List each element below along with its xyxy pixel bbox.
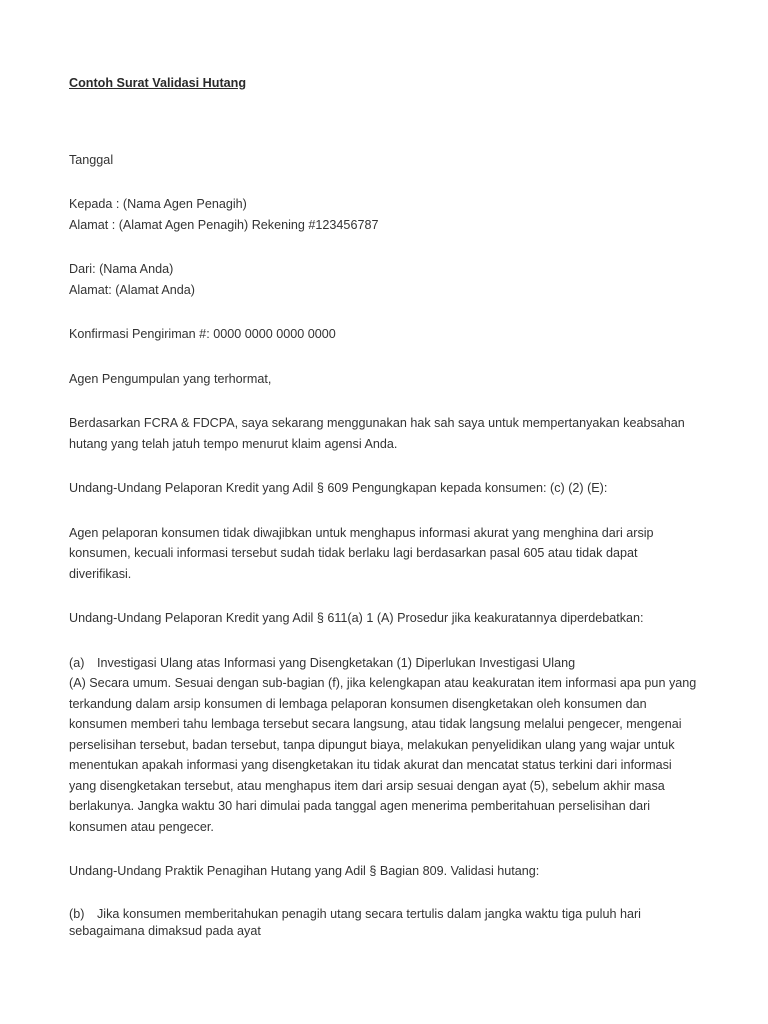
section-b-label: (b) — [69, 906, 85, 921]
sender-from: Dari: (Nama Anda) — [69, 262, 174, 276]
paragraph-line: perselisihan tersebut, badan tersebut, tanpa dipungut biaya, melakukan penyelidikan ulang yang wajar untuk — [69, 737, 675, 752]
law-611-heading: Undang-Undang Pelaporan Kredit yang Adil § 611(a) 1 (A) Prosedur jika keakuratannya diperdebatkan: — [69, 611, 644, 625]
paragraph-line: berlakunya. Jangka waktu 30 hari dimulai pada tanggal agen menerima pemberitahuan perselisihan dari — [69, 799, 651, 813]
law-609-heading: Undang-Undang Pelaporan Kredit yang Adil § 609 Pengungkapan kepada konsumen: (c) (2) (E): — [69, 481, 608, 495]
paragraph-line: hutang yang telah jatuh tempo menurut klaim agensi Anda. — [69, 436, 398, 451]
sender-block — [69, 259, 709, 300]
confirmation-number: Konfirmasi Pengiriman #: 0000 0000 0000 0000 — [69, 327, 336, 341]
section-a — [69, 653, 709, 838]
paragraph-line: Agen pelaporan konsumen tidak diwajibkan untuk menghapus informasi akurat yang menghina dari arsip — [69, 525, 654, 540]
section-a-heading — [69, 653, 709, 674]
paragraph-line: konsumen atau pengecer. — [69, 819, 214, 834]
date-label: Tanggal — [69, 152, 114, 167]
section-b — [69, 906, 709, 940]
section-a-heading-text: Investigasi Ulang atas Informasi yang Disengketakan (1) Diperlukan Investigasi Ulang — [97, 655, 576, 670]
paragraph-line: Berdasarkan FCRA & FDCPA, saya sekarang menggunakan hak sah saya untuk mempertanyakan keabsahan — [69, 416, 685, 430]
section-a-label: (a) — [69, 655, 85, 670]
paragraph-line: menentukan apakah informasi yang disengketakan itu tidak akurat dan mencatat status terkini dari informasi — [69, 758, 672, 772]
paragraph-line: (A) Secara umum. Sesuai dengan sub-bagian (f), jika kelengkapan atau keakuratan item informasi apa pun yang — [69, 676, 697, 690]
letter-document — [69, 73, 709, 940]
paragraph-line: diverifikasi. — [69, 566, 132, 581]
recipient-to: Kepada : (Nama Agen Penagih) — [69, 197, 247, 211]
document-title: Contoh Surat Validasi Hutang — [69, 76, 247, 90]
sender-address: Alamat: (Alamat Anda) — [69, 282, 195, 297]
paragraph-line: terkandung dalam arsip konsumen di lembaga pelaporan konsumen disengketakan oleh konsumen dan — [69, 696, 647, 711]
paragraph-line: konsumen memberi tahu lembaga tersebut secara langsung, atau tidak langsung melalui pengecer, mengenai — [69, 717, 682, 731]
intro-paragraph — [69, 413, 709, 454]
paragraph-line: konsumen, kecuali informasi tersebut sudah tidak berlaku lagi berdasarkan pasal 605 atau tidak dapat — [69, 546, 638, 560]
section-b-line — [69, 906, 709, 923]
section-b-text: Jika konsumen memberitahukan penagih utang secara tertulis dalam jangka waktu tiga puluh hari — [97, 906, 641, 921]
section-b-line: sebagaimana dimaksud pada ayat — [69, 923, 261, 938]
paragraph-line: yang disengketakan tersebut, atau menghapus item dari arsip sesuai dengan ayat (5), sebelum akhir masa — [69, 778, 665, 793]
recipient-address: Alamat : (Alamat Agen Penagih) Rekening #123456787 — [69, 217, 379, 232]
salutation: Agen Pengumpulan yang terhormat, — [69, 371, 272, 386]
recipient-block — [69, 194, 709, 235]
law-609-paragraph — [69, 523, 709, 585]
law-809-heading: Undang-Undang Praktik Penagihan Hutang yang Adil § Bagian 809. Validasi hutang: — [69, 864, 540, 878]
